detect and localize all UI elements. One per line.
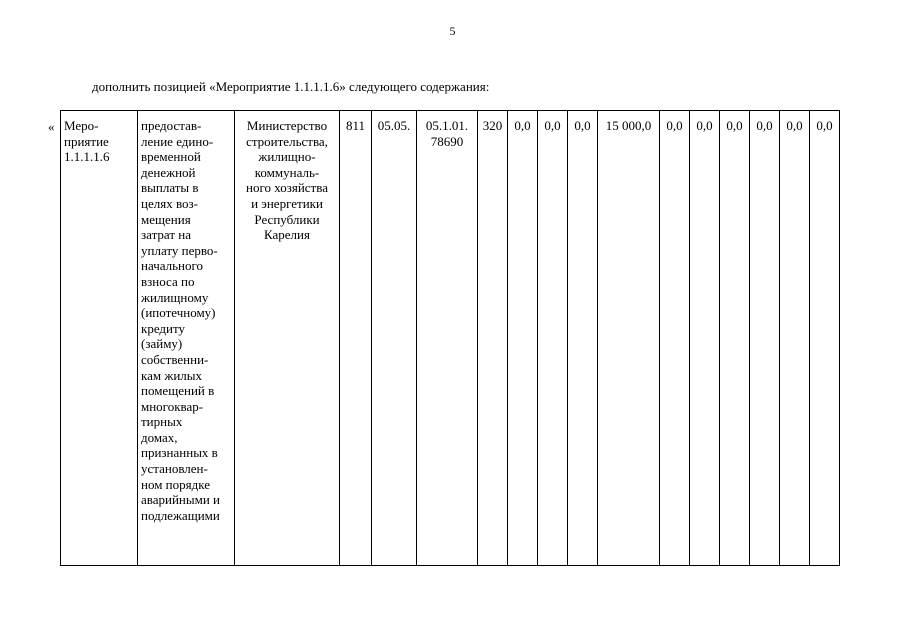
value-cell: 0,0 bbox=[508, 111, 538, 566]
value-cell: 15 000,0 bbox=[598, 111, 660, 566]
description-line: выплаты в bbox=[141, 180, 199, 196]
value-cell: 0,0 bbox=[538, 111, 568, 566]
page-number: 5 bbox=[449, 24, 456, 38]
value-cell: 0,0 bbox=[810, 111, 840, 566]
value-cell: 0,0 bbox=[750, 111, 780, 566]
value-cell: 0,0 bbox=[568, 111, 598, 566]
description-line: подлежащими bbox=[141, 507, 220, 523]
description-line: аварийными и bbox=[141, 492, 221, 508]
measure-name-line: Меро- bbox=[64, 118, 99, 133]
grbs-cell: 811 bbox=[340, 111, 372, 566]
description-line: ление едино- bbox=[141, 133, 214, 149]
executor-line: Министерство bbox=[246, 118, 328, 133]
intro-text: дополнить позицией «Мероприятие 1.1.1.1.6» следующего содержания: bbox=[92, 79, 490, 94]
description-line: взноса по bbox=[141, 273, 195, 289]
vr-cell: 320 bbox=[478, 111, 508, 566]
description-line: (ипотечному) bbox=[141, 305, 216, 321]
description-line: денежной bbox=[141, 164, 196, 180]
executor-line: и энергетики bbox=[251, 195, 323, 211]
description-line: признанных в bbox=[141, 445, 218, 461]
description-line: установлен- bbox=[141, 461, 208, 477]
executor-line: жилищно- bbox=[258, 149, 316, 165]
program-table bbox=[60, 110, 840, 566]
description-line: целях воз- bbox=[141, 195, 198, 211]
description-line: многоквар- bbox=[141, 398, 204, 414]
description-line: кам жилых bbox=[141, 367, 203, 383]
description-line: домах, bbox=[141, 429, 178, 445]
description-line: временной bbox=[141, 149, 201, 165]
description-line: жилищному bbox=[141, 289, 209, 305]
value-cell: 0,0 bbox=[720, 111, 750, 566]
measure-description-cell bbox=[138, 111, 235, 566]
measure-name-cell bbox=[61, 111, 138, 566]
description-line: тирных bbox=[141, 414, 183, 430]
open-quote-mark: « bbox=[48, 119, 55, 134]
csr-cell bbox=[417, 111, 478, 566]
executor-cell bbox=[235, 111, 340, 566]
description-line: кредиту bbox=[141, 320, 185, 336]
executor-line: коммуналь- bbox=[254, 164, 320, 180]
measure-name-line: 1.1.1.1.6 bbox=[64, 149, 110, 165]
description-line: мещения bbox=[141, 211, 191, 227]
csr-line: 78690 bbox=[430, 133, 464, 149]
value-cell: 0,0 bbox=[660, 111, 690, 566]
executor-line: Карелия bbox=[264, 227, 310, 243]
csr-line: 05.1.01. bbox=[425, 118, 469, 133]
description-line: (займу) bbox=[141, 336, 183, 352]
executor-line: строительства, bbox=[246, 133, 328, 149]
description-line: уплату перво- bbox=[141, 242, 218, 258]
description-line: начального bbox=[141, 258, 204, 274]
description-line: затрат на bbox=[141, 227, 192, 243]
description-line: собственни- bbox=[141, 351, 209, 367]
description-line: предостав- bbox=[141, 118, 202, 133]
description-line: помещений в bbox=[141, 383, 215, 399]
rzpr-cell: 05.05. bbox=[372, 111, 417, 566]
description-line: ном порядке bbox=[141, 476, 210, 492]
value-cell: 0,0 bbox=[690, 111, 720, 566]
measure-name-line: приятие bbox=[64, 133, 109, 149]
table-row bbox=[61, 111, 840, 566]
value-cell: 0,0 bbox=[780, 111, 810, 566]
executor-line: ного хозяйства bbox=[246, 180, 328, 196]
executor-line: Республики bbox=[254, 211, 320, 227]
